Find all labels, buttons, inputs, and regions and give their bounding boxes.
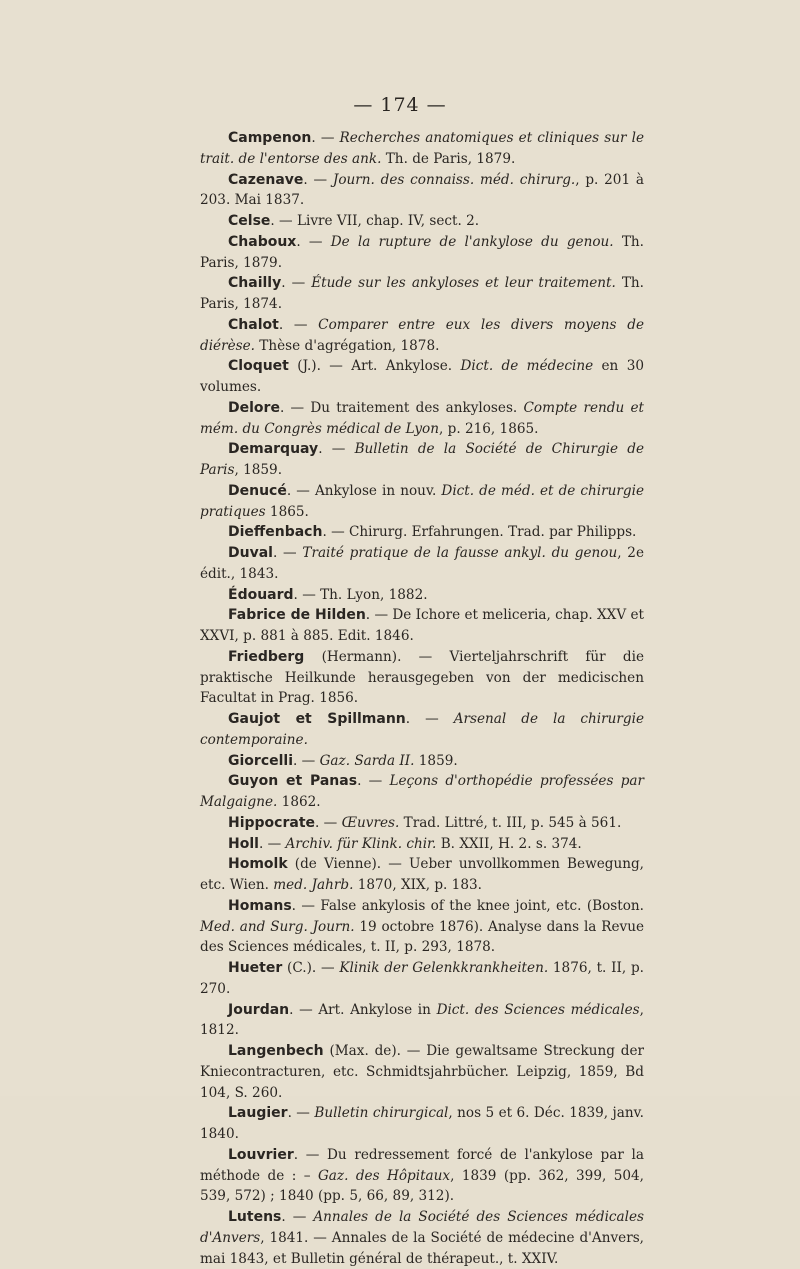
bibliography-entry xyxy=(200,813,644,834)
entry-separator: . — xyxy=(279,399,311,416)
entry-title: Arsenal de la chirurgie contemporaine. xyxy=(200,711,644,748)
entry-details: Die gewaltsame Streckung der Kniecontracturen, etc. Schmidtsjahrbücher. Leipzig, 1859, Bd 104, S. 260. xyxy=(200,1043,644,1101)
entry-separator: . — xyxy=(287,1105,315,1122)
entry-author: Demarquay xyxy=(228,441,319,458)
entry-details: Vierteljahrschrift für die praktische Heilkunde herausgegeben von der medicischen Facultat in Prag. 1856. xyxy=(200,648,644,707)
entry-text: False ankylosis of the knee joint, etc. (Boston. xyxy=(320,897,644,914)
entry-separator: . — xyxy=(303,171,333,188)
entry-details: en 30 volumes. xyxy=(200,358,644,395)
entry-author: Dieffenbach xyxy=(228,524,323,541)
bibliography-entry xyxy=(200,834,644,855)
entry-author: Guyon et Panas xyxy=(228,773,358,790)
bibliography-entry xyxy=(200,315,644,357)
entry-author: Duval xyxy=(228,545,273,561)
entry-separator: . — xyxy=(357,773,390,790)
entry-details: Th. de Paris, 1879. xyxy=(381,150,516,167)
bibliography-entry xyxy=(200,356,644,398)
bibliography-entry xyxy=(200,771,644,813)
entry-text: Du traitement des ankyloses. xyxy=(310,399,524,416)
entry-title: Compte rendu et mém. du Congrès médical de Lyon xyxy=(200,399,645,437)
entry-separator: (Hermann). — xyxy=(304,648,450,665)
bibliography-entry xyxy=(200,585,644,606)
entry-author: Denucé xyxy=(228,482,287,499)
entry-author: Langenbech xyxy=(228,1043,324,1059)
entry-separator: . — xyxy=(293,586,321,603)
bibliography-entry xyxy=(200,1103,644,1145)
entry-separator: . — xyxy=(286,482,315,499)
entry-author: Holl xyxy=(228,835,259,852)
entry-details: , p. 201 à 203. Mai 1837. xyxy=(200,171,644,209)
entry-details: , 1841. — Annales de la Société de médecine d'Anvers, mai 1843, et Bulletin général de thérapeut., t. XXIV. xyxy=(200,1229,644,1267)
entry-details: , nos 5 et 6. Déc. 1839, janv. 1840. xyxy=(200,1105,645,1142)
entry-author: Lutens xyxy=(228,1209,282,1225)
entry-details: 1865. xyxy=(265,503,309,520)
entry-details: Th. Paris, 1874. xyxy=(200,275,644,312)
entry-author: Friedberg xyxy=(228,648,305,665)
entry-title: Recherches anatomiques et cliniques sur le trait. de l'entorse des ank. xyxy=(200,130,645,167)
entry-details: , 1859. xyxy=(234,462,283,478)
entry-title: Gaz. des Hôpitaux xyxy=(317,1167,451,1184)
bibliography-entry xyxy=(200,647,644,709)
entry-author: Gaujot et Spillmann xyxy=(228,711,406,727)
entry-author: Jourdan xyxy=(228,1001,290,1018)
entry-author: Delore xyxy=(228,399,280,416)
entry-author: Cazenave xyxy=(228,171,304,188)
bibliography-entry xyxy=(200,522,644,543)
entry-title: Klinik der Gelenkkrankheiten. xyxy=(339,960,549,976)
entry-text: Ankylose in nouv. xyxy=(314,482,442,499)
entry-separator: . — xyxy=(405,711,454,727)
entry-details: Th. Paris, 1879. xyxy=(200,233,645,271)
entry-separator: . — xyxy=(291,897,321,914)
bibliography-entry xyxy=(200,481,644,523)
entry-title: Gaz. Sarda II. xyxy=(319,752,415,769)
entry-title: Bulletin chirurgical xyxy=(314,1105,449,1122)
entry-text: Ueber unvollkommen Bewegung, etc. Wien. xyxy=(200,856,644,893)
entry-author: Campenon xyxy=(228,130,312,146)
entry-details: Trad. Littré, t. III, p. 545 à 561. xyxy=(399,814,622,831)
entry-title: De la rupture de l'ankylose du genou. xyxy=(330,233,614,250)
entry-details: Chirurg. Erfahrungen. Trad. par Philipps. xyxy=(349,524,637,541)
bibliography-entry xyxy=(200,1000,644,1042)
entry-title: Traité pratique de la fausse ankyl. du genou xyxy=(302,545,618,561)
entry-separator: . — xyxy=(270,213,297,229)
entry-separator: . — xyxy=(272,545,303,561)
entry-separator: . — xyxy=(289,1001,319,1018)
entry-separator: . — xyxy=(322,524,350,541)
bibliography-entry xyxy=(200,128,644,170)
entry-author: Homolk xyxy=(228,856,288,873)
entry-author: Louvrier xyxy=(228,1146,294,1163)
entry-title: Leçons d'orthopédie professées par Malgaigne. xyxy=(200,773,645,810)
entry-details: 1859. xyxy=(414,752,458,769)
bibliography-entry xyxy=(200,1145,644,1207)
entry-title: Archiv. für Klink. chir. xyxy=(285,835,437,852)
entry-separator: (J.). — xyxy=(288,358,352,375)
page-number: — 174 — xyxy=(353,94,447,116)
entry-author: Cloquet xyxy=(228,358,289,375)
entry-author: Giorcelli xyxy=(228,752,294,769)
entry-separator: (de Vienne). — xyxy=(287,856,409,873)
entry-details: 1870, XIX, p. 183. xyxy=(353,877,482,893)
entry-details: , 1839 (pp. 362, 399, 504, 539, 572) ; 1840 (pp. 5, 66, 89, 312). xyxy=(200,1167,644,1205)
entry-separator: (C.). — xyxy=(282,960,340,976)
entry-details: 1876, t. II, p. 270. xyxy=(200,960,644,997)
entry-separator: . — xyxy=(258,835,286,852)
entry-separator: . — xyxy=(296,233,331,250)
bibliography-entry xyxy=(200,896,644,958)
entry-details: Livre VII, chap. IV, sect. 2. xyxy=(296,213,480,229)
entry-author: Hueter xyxy=(228,960,283,976)
bibliography-entry xyxy=(200,709,644,751)
entry-text: Art. Ankylose. xyxy=(351,358,461,375)
entry-author: Édouard xyxy=(228,586,294,603)
entry-title: med. Jahrb. xyxy=(273,877,354,893)
bibliography-entry xyxy=(200,751,644,772)
entry-title: Étude sur les ankyloses et leur traitement. xyxy=(311,275,616,292)
entry-details: De Ichore et meliceria, chap. XXV et XXVI, p. 881 à 885. Edit. 1846. xyxy=(200,607,644,644)
bibliography-entry xyxy=(200,211,644,232)
entry-title: Comparer entre eux les divers moyens de diérèse. xyxy=(200,316,644,354)
entry-separator: . — xyxy=(278,316,319,333)
bibliography-entry xyxy=(200,170,644,212)
bibliography-entry xyxy=(200,1041,644,1103)
entry-separator: . — xyxy=(281,275,312,292)
entry-title: Dict. de médecine xyxy=(460,358,594,375)
bibliography-entry xyxy=(200,398,644,440)
entry-details: Th. Lyon, 1882. xyxy=(320,586,428,603)
entry-author: Fabrice de Hilden xyxy=(228,607,366,624)
entry-separator: . — xyxy=(293,752,320,769)
entry-details: , 2e édit., 1843. xyxy=(200,545,644,582)
entry-details: , p. 216, 1865. xyxy=(438,420,539,437)
entry-title: Œuvres. xyxy=(341,814,400,831)
entry-separator: . — xyxy=(311,130,340,146)
entry-details: 1862. xyxy=(277,794,321,810)
bibliography-entry xyxy=(200,958,644,1000)
entry-author: Homans xyxy=(228,897,292,914)
bibliography-entry xyxy=(200,543,644,585)
bibliography-entry xyxy=(200,854,644,896)
entry-separator: . — xyxy=(281,1209,314,1225)
entry-author: Chailly xyxy=(228,275,282,292)
entry-author: Laugier xyxy=(228,1105,288,1122)
entry-separator: . — xyxy=(365,607,393,624)
entry-separator: . — xyxy=(318,441,355,458)
entry-author: Hippocrate xyxy=(228,814,316,831)
bibliography-entry xyxy=(200,605,644,647)
bibliography-entry xyxy=(200,1207,644,1269)
bibliography-entry xyxy=(200,273,644,315)
entry-author: Chalot xyxy=(228,316,279,333)
entry-text: Du redressement forcé de l'ankylose par la méthode de : – xyxy=(200,1146,644,1184)
entry-details: , 1812. xyxy=(200,1001,644,1039)
entry-title: Dict. des Sciences médicales xyxy=(436,1001,640,1018)
entry-text: Art. Ankylose in xyxy=(318,1001,437,1018)
bibliography-entry xyxy=(200,232,644,274)
entry-title: Bulletin de la Société de Chirurgie de Paris xyxy=(200,441,645,478)
entry-separator: . — xyxy=(315,814,342,831)
entry-author: Celse xyxy=(228,213,271,229)
entry-title: Dict. de méd. et de chirurgie pratiques xyxy=(200,482,644,520)
bibliography-entry xyxy=(200,439,644,481)
entry-separator: . — xyxy=(293,1146,328,1163)
entry-separator: (Max. de). — xyxy=(323,1043,427,1059)
bibliography-list xyxy=(200,128,644,1269)
entry-title: Journ. des connaiss. méd. chirurg. xyxy=(332,171,576,188)
entry-title: Annales de la Société des Sciences médicales d'Anvers xyxy=(200,1209,644,1246)
entry-details: 19 octobre 1876). Analyse dans la Revue des Sciences médicales, t. II, p. 293, 1878. xyxy=(200,918,644,956)
entry-title: Med. and Surg. Journ. xyxy=(200,918,355,935)
entry-author: Chaboux xyxy=(228,233,297,250)
entry-details: Thèse d'agrégation, 1878. xyxy=(254,337,440,354)
entry-details: B. XXII, H. 2. s. 374. xyxy=(436,835,582,852)
